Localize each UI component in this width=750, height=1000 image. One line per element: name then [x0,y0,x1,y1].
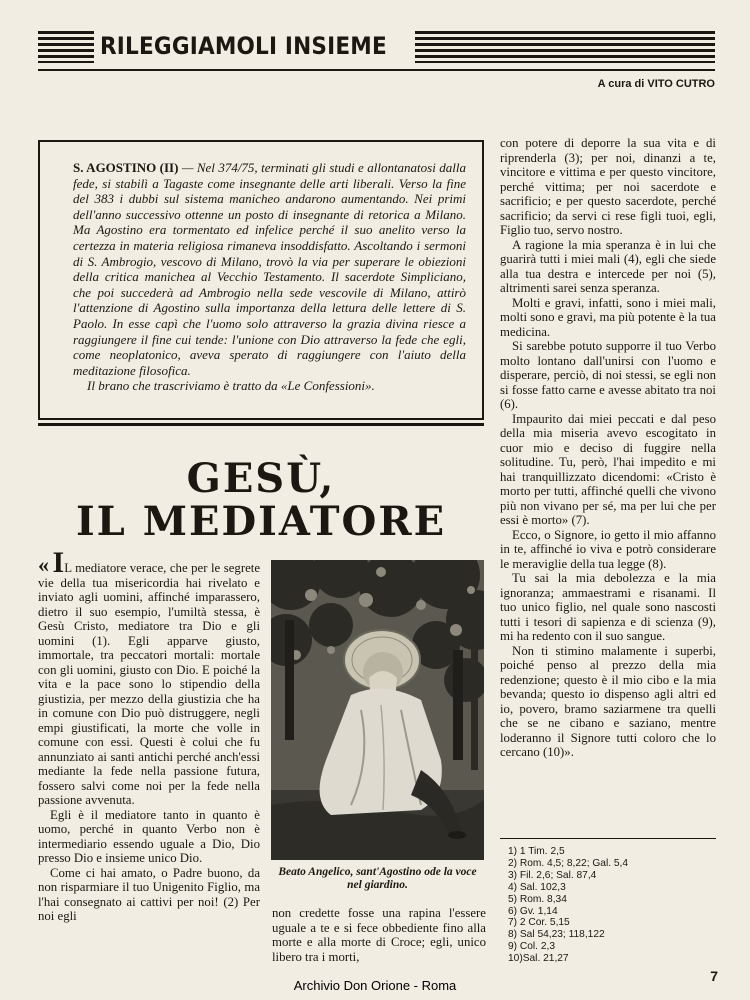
rubric-title: RILEGGIAMOLI INSIEME [100,32,387,60]
article-column-right [500,136,716,760]
intro-lead: S. AGOSTINO (II) [73,160,179,175]
painting-image [271,560,484,860]
reference-item: 9) Col. 2,3 [508,941,555,953]
opening-guillemet: « [38,552,49,577]
intro-text: — Nel 374/75, terminati gli studi e allontanatosi dalla fede, si stabilì a Tagaste come insegnante delle arti liberali. Verso la fine del 383 i dubbi sul sistema manicheo andarono aumentando. Nei primi dell'anno successivo ottenne un posto di insegnante di retorica a Milano. Ma Agostino era tormentato ed infelice perché il suo anelito verso la certezza in materia religiosa rimaneva insoddisfatto. Ascoltando i sermoni di S. Ambrogio, vescovo di Milano, trovò la via per superare le obiezioni della critica manichea al Vecchio Testamento. Il sacerdote Simpliciano, che poi succederà ad Ambrogio nella sede vescovile di Milano, attirò l'attenzione di Agostino sulla importanza della lettura delle lettere di S. Paolo. In esse capì che l'uomo solo attraverso la grazia divina riesce a raggiungere il fine cui tende: l'unione con Dio attraverso la fede che egli, come neoplatonico, aveva sperato di raggiungere con l'aiuto della meditazione filosofica. [73,160,466,378]
intro-box [38,140,484,420]
reference-item: 3) Fil. 2,6; Sal. 87,4 [508,869,597,881]
article-paragraph [38,546,260,808]
reference-item: 4) Sal. 102,3 [508,881,566,893]
article-column-middle [272,906,486,964]
reference-item: 1) 1 Tim. 2,5 [508,846,565,857]
reference-item: 8) Sal 54,23; 118,122 [508,929,605,941]
drop-cap: I [52,546,65,579]
reference-item: 7) 2 Cor. 5,15 [508,917,570,929]
archive-watermark: Archivio Don Orione - Roma [293,978,457,993]
page-number: 7 [710,968,718,984]
header-rule [38,69,715,71]
intro-box-rule [38,423,484,426]
reference-item: 2) Rom. 4,5; 8,22; Gal. 5,4 [508,857,629,869]
intro-paragraph [73,160,466,378]
article-paragraph: Impaurito dai miei peccati e dal peso della mia miseria avevo escogitato in cuor mio e deciso di fuggire nella solitudine. Tu, però, l'hai impedito e mi hai tranquillizzato dicendomi: «Cristo è morto per tutti, affinché quelli che vivono più non vivano per sé, ma per lui che per essi è morto» (7). [500,411,716,527]
reference-item: 6) Gv. 1,14 [508,905,558,917]
article-paragraph: Tu sai la mia debolezza e la mia ignoranza; ammaestrami e risanami. Il tuo unico figlio, nel quale sono nascosti tutti i tesori di sapienza e di scienza (9), mi ha redento con il suo sangue. [500,571,716,643]
reference-item: 5) Rom. 8,34 [508,893,567,905]
article-title-line-2: IL MEDIATORE [75,498,447,545]
article-paragraph: Non ti stimino malamente i superbi, poiché penso al prezzo della mia redenzione; questo è il mio cibo e la mia bevanda; questo io dispenso agli altri ed io, povero, bramo saziarmene tra quelli che se ne cibano e saziano, mentre loderanno il Signore tutti coloro che lo cercano (10)». [500,643,716,759]
header-stripes-right [415,31,715,63]
figure-caption: Beato Angelico, sant'Agostino ode la voce nel giardino. [278,866,477,891]
article-paragraph: non credette fosse una rapina l'essere uguale a te e si fece obbediente fino alla morte e alla morte di Croce; egli, unico libero tra i morti, [272,906,486,964]
article-title-line-1: GESÙ, [186,455,336,502]
article-paragraph: Molti e gravi, infatti, sono i miei mali, molti sono e gravi, ma più potente è la tua medicina. [500,295,716,339]
article-paragraph: Ecco, o Signore, io getto il mio affanno in te, affinché io viva e potrò considerare le meraviglie della tua legge (8). [500,527,716,571]
curator-credit: A cura di VITO CUTRO [597,78,715,90]
article-paragraph: Come ci hai amato, o Padre buono, da non risparmiare il tuo Unigenito Figlio, ma l'hai consegnato ai cattivi per noi! (2) Per noi egli [38,865,260,923]
paragraph-text: L mediatore verace, che per le segrete vie della tua misericordia hai rivelato e inviato agli uomini, affinché imparassero, dietro il suo esempio, l'umiltà stessa, è Gesù Cristo, mediatore tra Dio e gli uomini (1). Egli apparve giusto, immortale, tra peccatori mortali: mortale con gli uomini, giusto con Dio. E poiché la vita e la pace sono lo stipendio della giustizia, per mezzo della giustizia che ha in comune con Dio può distruggere, negli empi giustificati, la morte che volle in comune con essi. Questi è colui che fu annunziato ai santi antichi perché anch'essi mediante la fede nella passione futura, fossero salvi come noi per la fede nella passione avvenuta. [38,561,260,807]
references-rule [500,838,716,839]
painting-illustration [271,560,484,860]
header-stripes-left [38,31,94,63]
intro-source: Il brano che trascriviamo è tratto da «Le Confessioni». [87,378,375,394]
article-paragraph: Si sarebbe potuto supporre il tuo Verbo molto lontano dall'unirsi con l'uomo e disperare, perciò, di noi stessi, se egli non si fosse fatto carne e avesse abitato tra noi (6). [500,339,716,411]
article-paragraph: con potere di deporre la sua vita e di riprenderla (3); per noi, dinanzi a te, vincitore e vittima e per questo vincitore, perché vittima; per noi sacerdote e sacrificio; e per questo sacerdote, perché sacrificio; da servi ci rese figli tuoi, egli, Figlio tuo, servo nostro. [500,136,716,237]
article-paragraph: A ragione la mia speranza è in lui che guarirà tutti i miei mali (4), egli che siede alla tua destra e intercede per noi (5), altrimenti sarei senza speranza. [500,237,716,295]
article-paragraph: Egli è il mediatore tanto in quanto è uomo, perché in quanto Verbo non è intermediario essendo uguale a Dio, Dio presso Dio e insieme unico Dio. [38,807,260,865]
reference-item: 10)Sal. 21,27 [508,953,569,965]
article-column-left [38,546,260,924]
references-list [508,846,708,965]
